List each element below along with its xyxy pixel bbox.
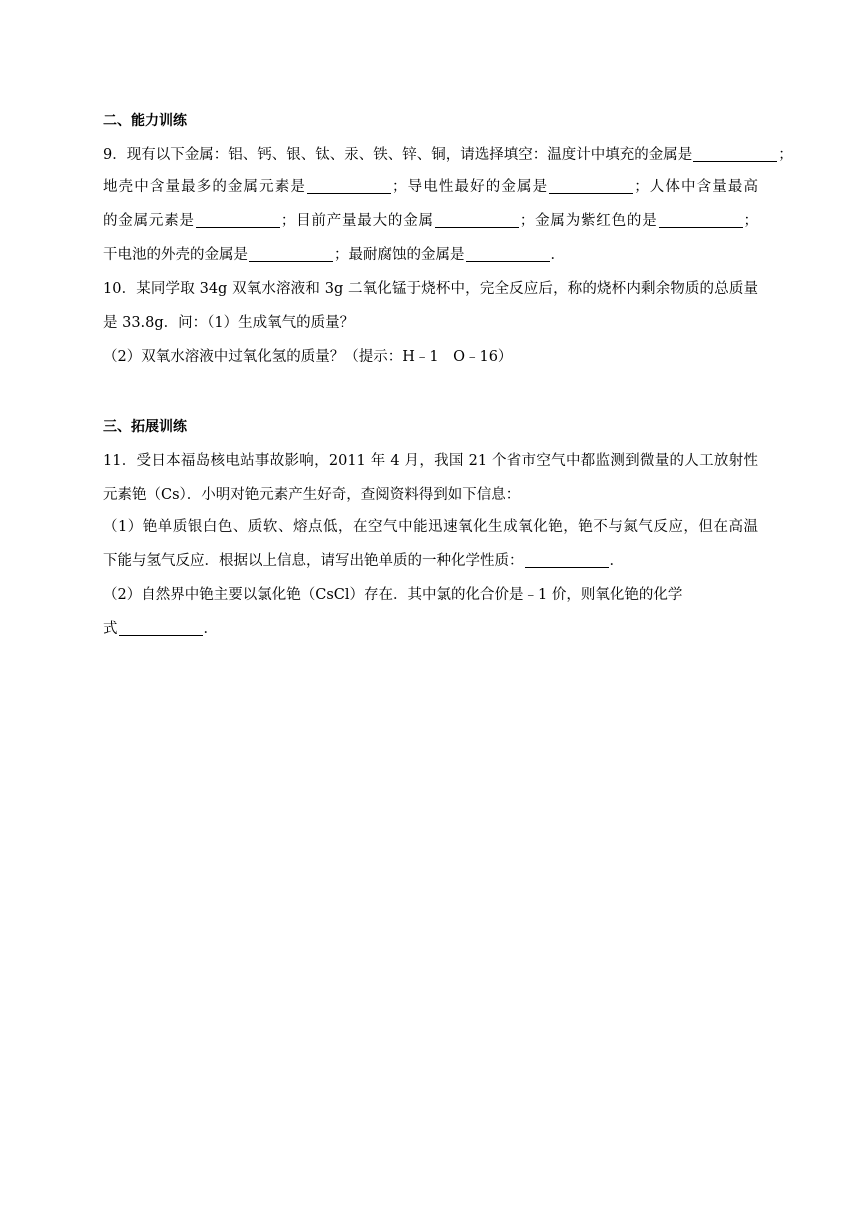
question-9-text-5: ；人体中含量最高 bbox=[634, 179, 759, 195]
question-11-line-2: 元素铯（Cs）．小明对铯元素产生好奇，查阅资料得到如下信息： bbox=[103, 487, 521, 503]
answer-blank-corrosion-resistant-metal[interactable] bbox=[466, 247, 550, 262]
question-9-text-7: ；目前产量最大的金属 bbox=[280, 213, 434, 229]
question-9-text-12: ． bbox=[550, 247, 565, 263]
answer-blank-largest-production-metal[interactable] bbox=[435, 213, 519, 228]
question-9-line-3 bbox=[103, 211, 758, 231]
question-11-line-4 bbox=[103, 551, 624, 571]
answer-blank-crust-metal[interactable] bbox=[307, 179, 391, 194]
question-9-text-11: ；最耐腐蚀的金属是 bbox=[334, 247, 465, 263]
question-11-line-6 bbox=[103, 619, 218, 639]
question-9-text-6: 的金属元素是 bbox=[103, 213, 195, 229]
question-10-line-2: 是 33.8g．问：（1）生成氧气的质量？ bbox=[103, 315, 355, 331]
question-10-line-1: 10．某同学取 34g 双氧水溶液和 3g 二氧化锰于烧杯中，完全反应后，称的烧杯内剩余物质的总质量 bbox=[103, 281, 758, 297]
question-11-line-3: （1）铯单质银白色、质软、熔点低，在空气中能迅速氧化生成氧化铯，铯不与氮气反应，但在高温 bbox=[103, 519, 758, 535]
question-10-line-3: （2）双氧水溶液中过氧化氢的质量？（提示：H﹣1 O﹣16） bbox=[103, 349, 513, 365]
answer-blank-purple-red-metal[interactable] bbox=[659, 213, 743, 228]
question-11-line-5: （2）自然界中铯主要以氯化铯（CsCl）存在．其中氯的化合价是﹣1 价，则氧化铯的化学 bbox=[103, 587, 683, 603]
question-9-text-4: ；导电性最好的金属是 bbox=[392, 179, 549, 195]
answer-blank-battery-shell-metal[interactable] bbox=[249, 247, 333, 262]
answer-blank-human-body-metal[interactable] bbox=[196, 213, 280, 228]
question-9-text-1: 9．现有以下金属：铝、钙、银、钛、汞、铁、锌、铜，请选择填空：温度计中填充的金属是 bbox=[103, 147, 693, 163]
question-11-text-3: 式 bbox=[103, 621, 118, 637]
question-11-line-1: 11．受日本福岛核电站事故影响，2011 年 4 月，我国 21 个省市空气中都监测到微量的人工放射性 bbox=[103, 453, 758, 469]
question-11-text-2: ． bbox=[609, 553, 624, 569]
question-11-text-4: ． bbox=[203, 621, 218, 637]
question-9-line-2 bbox=[103, 177, 758, 197]
question-9-line-4 bbox=[103, 245, 565, 265]
section-heading-extension-training: 三、拓展训练 bbox=[103, 419, 187, 435]
answer-blank-conductive-metal[interactable] bbox=[549, 179, 633, 194]
question-9-text-2: ； bbox=[778, 147, 793, 163]
question-11-text-1: 下能与氢气反应．根据以上信息，请写出铯单质的一种化学性质： bbox=[103, 553, 524, 569]
question-9-text-3: 地壳中含量最多的金属元素是 bbox=[103, 179, 307, 195]
section-heading-ability-training: 二、能力训练 bbox=[103, 113, 187, 129]
question-9-line-1 bbox=[103, 145, 793, 165]
question-9-text-10: 干电池的外壳的金属是 bbox=[103, 247, 248, 263]
answer-blank-thermometer-metal[interactable] bbox=[693, 147, 777, 162]
answer-blank-cesium-oxide-formula[interactable] bbox=[119, 621, 203, 636]
question-9-text-9: ； bbox=[743, 213, 759, 229]
answer-blank-chemical-property[interactable] bbox=[525, 553, 609, 568]
question-9-text-8: ；金属为紫红色的是 bbox=[519, 213, 658, 229]
